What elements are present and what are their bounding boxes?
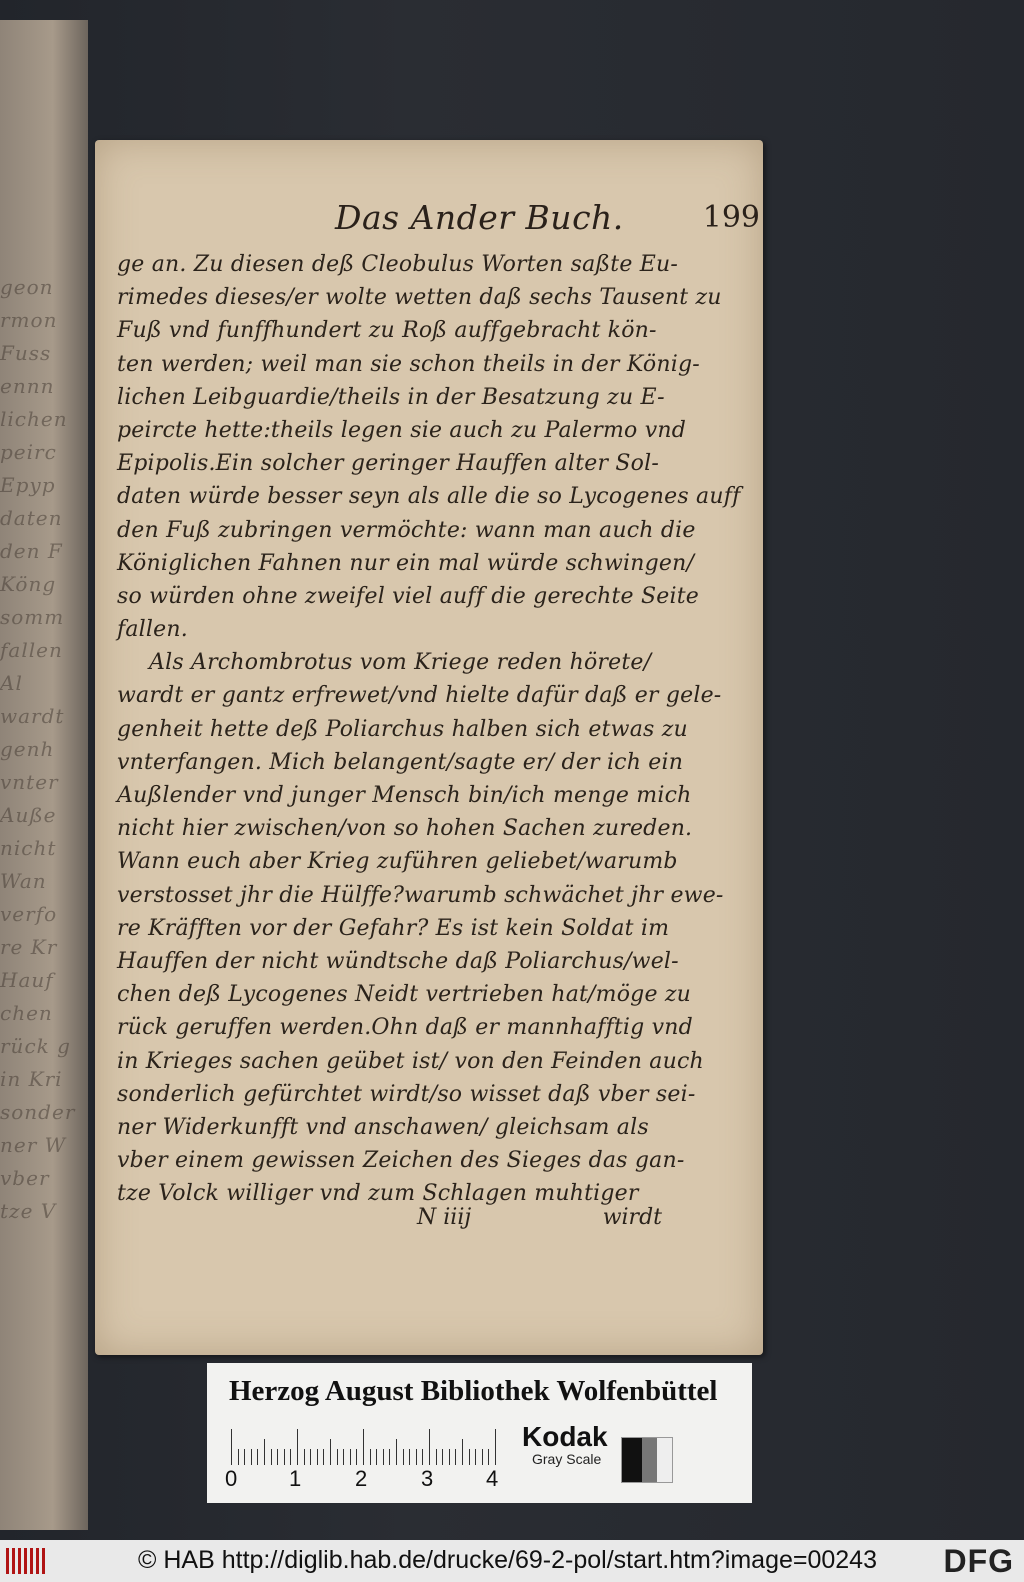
text-line: Hauffen der nicht wündtsche daß Poliarchus/wel- [117,948,679,974]
ruler-tick [422,1449,423,1465]
previous-page-line: verfo [0,902,58,926]
previous-page-line: tze V [0,1199,57,1223]
previous-page-line: Hauf [0,968,54,992]
text-line: rück geruffen werden.Ohn daß er mannhafftig vnd [117,1015,693,1041]
ruler-tick [264,1439,265,1465]
text-line: Königlichen Fahnen nur ein mal würde schwingen/ [117,550,695,576]
previous-page-line: vnter [0,770,59,794]
text-line: nicht hier zwischen/von so hohen Sachen zureden. [117,816,693,842]
ruler-tick [330,1439,331,1465]
running-head [240,198,760,242]
text-line: re Kräfften vor der Gefahr? Es ist kein Soldat im [117,915,670,941]
ruler-tick [442,1449,443,1465]
previous-page-line: Auße [0,803,57,827]
previous-page-line: re Kr [0,935,58,959]
ruler-tick [469,1449,470,1465]
library-name: Herzog August Bibliothek Wolfenbüttel [229,1375,718,1407]
text-line: Außlender vnd junger Mensch bin/ich menge mich [117,783,692,808]
footer-bar [0,1540,1024,1582]
text-line: den Fuß zubringen vermöchte: wann man auch die [117,517,696,543]
previous-page-line: Wan [0,869,47,893]
text-line: tze Volck williger vnd zum Schlagen muhtiger [117,1181,639,1207]
ruler-tick [429,1429,430,1465]
ruler-tick [290,1449,291,1465]
gray-scale-swatch [621,1437,673,1483]
ruler-tick [409,1449,410,1465]
ruler-tick [396,1439,397,1465]
book-page [95,140,763,1355]
text-line: ge an. Zu diesen deß Cleobulus Worten saßte Eu- [117,252,679,277]
text-line: Wann euch aber Krieg zuführen geliebet/warumb [117,849,678,875]
previous-page-line: somm [0,605,65,629]
ruler-tick [310,1449,311,1465]
text-line: Als Archombrotus vom Kriege reden hörete/ [149,650,652,676]
previous-page-line: genh [0,737,55,761]
ruler-tick [231,1429,232,1465]
body-text [117,248,741,1210]
dfg-logo: DFG [943,1543,1014,1579]
previous-page-line: in Kri [0,1067,63,1091]
ruler-label-4: 4 [486,1466,499,1491]
text-line: ten werden; weil man sie schon theils in der König- [117,351,700,377]
text-line: wardt er gantz erfrewet/vnd hielte dafür daß er gele- [117,683,722,709]
ruler-tick [350,1449,351,1465]
previous-page-line: vber [0,1166,50,1190]
ruler-tick [343,1449,344,1465]
hab-logo-icon [6,1548,48,1574]
previous-page-line: daten [0,506,63,530]
ruler-tick [462,1439,463,1465]
ruler-tick [455,1449,456,1465]
previous-page-line: Köng [0,572,57,596]
previous-page-line: rmon [0,308,58,332]
ruler-label-0: 0 [225,1466,238,1491]
ruler-tick [304,1449,305,1465]
text-line: lichen Leibguardie/theils in der Besatzung zu E- [117,384,665,410]
previous-page-line: Al [0,671,23,695]
previous-page-line: peirc [0,440,57,464]
signature-mark: N iiij [417,1205,472,1230]
previous-page-text [0,275,76,1232]
ruler-tick [277,1449,278,1465]
ruler-tick [488,1449,489,1465]
ruler-tick [244,1449,245,1465]
text-line: Fuß vnd funffhundert zu Roß auffgebracht kön- [117,318,657,344]
text-line: vnterfangen. Mich belangent/sagte er/ der ich ein [117,749,684,775]
ruler-label-1: 1 [289,1466,302,1491]
previous-page-edge [0,20,88,1530]
ruler-tick [495,1429,496,1465]
previous-page-line: Fuss [0,341,52,365]
previous-page-line: chen [0,1001,53,1025]
text-line: vber einem gewissen Zeichen des Sieges das gan- [117,1148,685,1174]
ruler-tick [383,1449,384,1465]
ruler-tick [403,1449,404,1465]
ruler-tick [284,1449,285,1465]
ruler-tick [297,1429,298,1465]
ruler-tick [376,1449,377,1465]
text-line: sonderlich gefürchtet wirdt/so wisset daß vber sei- [117,1081,696,1107]
previous-page-line: Epyp [0,473,56,497]
ruler-tick [482,1449,483,1465]
text-line: Epipolis.Ein solcher geringer Hauffen alter Sol- [117,451,659,477]
gray-scale-label: Gray Scale [532,1451,602,1467]
text-line: so würden ohne zweifel viel auff die gerechte Seite [117,583,699,609]
ruler-tick [475,1449,476,1465]
ruler-tick [271,1449,272,1465]
catchword: wirdt [602,1205,662,1230]
text-line: chen deß Lycogenes Neidt vertrieben hat/möge zu [117,982,692,1008]
previous-page-line: fallen [0,638,63,662]
ruler-tick [317,1449,318,1465]
text-line: genheit hette deß Poliarchus halben sich etwas zu [117,716,688,742]
ruler-tick [238,1449,239,1465]
previous-page-line: sonder [0,1100,76,1124]
page-number: 199 [702,200,760,235]
copyright-url[interactable]: © HAB http://diglib.hab.de/drucke/69-2-pol/start.htm?image=00243 [138,1546,877,1574]
page-footer-line [117,1205,662,1239]
ruler-tick [449,1449,450,1465]
ruler-tick [436,1449,437,1465]
ruler-tick [416,1449,417,1465]
text-line: ner Widerkunfft vnd anschawen/ gleichsam als [117,1114,649,1140]
ruler-label-3: 3 [421,1466,434,1491]
ruler-tick [251,1449,252,1465]
previous-page-line: ner W [0,1133,67,1157]
previous-page-line: geon [0,275,54,299]
ruler-tick [356,1449,357,1465]
previous-page-line: wardt [0,704,65,728]
scale-ruler [231,1425,499,1465]
previous-page-line: rück g [0,1034,71,1058]
ruler-tick [323,1449,324,1465]
library-color-card [207,1363,752,1503]
ruler-tick [337,1449,338,1465]
ruler-label-2: 2 [355,1466,368,1491]
previous-page-line: den F [0,539,63,563]
kodak-logo: Kodak [522,1421,608,1452]
ruler-tick [257,1449,258,1465]
text-line: in Krieges sachen geübet ist/ von den Feinden auch [117,1048,704,1074]
previous-page-line: lichen [0,407,68,431]
ruler-tick [370,1449,371,1465]
ruler-tick [389,1449,390,1465]
running-title: Das Ander Buch. [335,198,624,237]
previous-page-line: nicht [0,836,57,860]
text-line: rimedes dieses/er wolte wetten daß sechs Tausent zu [117,285,722,311]
previous-page-line: ennn [0,374,55,398]
text-line: fallen. [117,617,188,643]
text-line: peircte hette:theils legen sie auch zu Palermo vnd [117,417,686,443]
ruler-tick [363,1429,364,1465]
text-line: verstosset jhr die Hülffe?warumb schwächet jhr ewe- [117,882,724,908]
text-line: daten würde besser seyn als alle die so Lycogenes auff [117,484,741,510]
